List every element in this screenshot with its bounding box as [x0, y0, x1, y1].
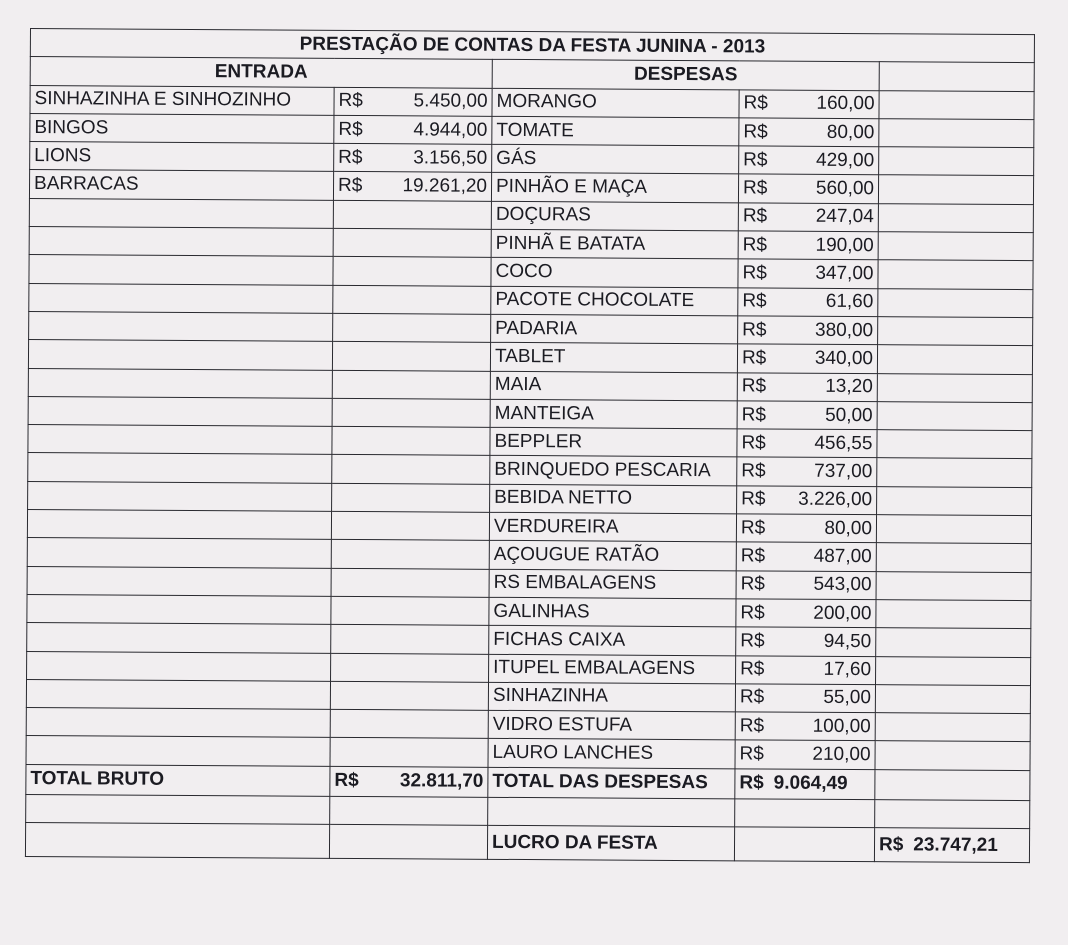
- empty-cell: [28, 481, 332, 511]
- empty-cell: [330, 796, 488, 825]
- empty-cell: [734, 827, 874, 862]
- empty-cell: [29, 283, 333, 313]
- empty-cell: [876, 515, 1031, 544]
- entrada-label: LIONS: [30, 142, 334, 172]
- despesa-label: DOÇURAS: [491, 201, 738, 231]
- empty-cell: [333, 285, 491, 314]
- amount-value: 429,00: [816, 149, 875, 171]
- empty-cell: [332, 342, 490, 371]
- empty-cell: [876, 571, 1031, 600]
- empty-cell: [876, 543, 1031, 572]
- amount-value: 80,00: [824, 517, 873, 539]
- amount-value: 200,00: [813, 602, 872, 624]
- despesas-header: DESPESAS: [492, 60, 879, 91]
- currency-symbol: R$: [742, 234, 768, 256]
- empty-cell: [27, 566, 331, 596]
- empty-cell: [28, 396, 332, 426]
- empty-cell: [331, 596, 489, 625]
- despesa-amount: [739, 146, 879, 175]
- currency-symbol: R$: [741, 347, 767, 369]
- empty-cell: [879, 90, 1034, 119]
- despesa-amount: [737, 486, 877, 515]
- despesa-label: LAURO LANCHES: [488, 739, 735, 769]
- currency-symbol: R$: [740, 630, 765, 652]
- currency-symbol: R$: [338, 90, 363, 112]
- amount-value: 380,00: [814, 319, 874, 341]
- despesa-amount: [738, 203, 878, 232]
- amount-value: 9.064,49: [773, 772, 848, 795]
- entrada-header: ENTRADA: [30, 57, 492, 88]
- empty-cell: [28, 425, 332, 455]
- currency-symbol: R$: [740, 601, 765, 624]
- accounts-table: [25, 28, 1035, 863]
- despesa-amount: [738, 259, 878, 288]
- currency-symbol: R$: [878, 833, 904, 855]
- currency-symbol: R$: [742, 205, 768, 227]
- despesa-label: BEBIDA NETTO: [490, 484, 737, 514]
- empty-cell: [877, 373, 1032, 402]
- despesa-label: COCO: [491, 258, 738, 288]
- amount-value: 543,00: [813, 574, 872, 596]
- amount-value: 19.261,20: [402, 175, 488, 197]
- empty-cell: [27, 538, 331, 568]
- amount-value: 61,60: [825, 291, 874, 313]
- despesa-label: PINHÃO E MAÇA: [491, 173, 738, 203]
- empty-cell: [879, 147, 1034, 176]
- empty-cell: [735, 799, 875, 828]
- empty-cell: [877, 458, 1032, 487]
- despesa-amount: [739, 118, 879, 147]
- despesa-label: GÁS: [492, 145, 739, 175]
- empty-cell: [877, 345, 1032, 374]
- total-despesas-label: TOTAL DAS DESPESAS: [488, 767, 735, 799]
- amount-value: 5.450,00: [413, 90, 488, 113]
- currency-symbol: R$: [742, 290, 767, 312]
- despesa-label: GALINHAS: [489, 597, 736, 627]
- despesa-amount: [737, 429, 877, 458]
- empty-cell: [27, 623, 331, 653]
- lucro-amount: [874, 828, 1029, 863]
- despesa-amount: [736, 627, 876, 656]
- currency-symbol: R$: [742, 318, 767, 341]
- amount-value: 17,60: [823, 659, 872, 681]
- despesa-amount: [738, 288, 878, 317]
- despesa-amount: [736, 570, 876, 599]
- empty-cell: [333, 313, 491, 342]
- amount-value: 210,00: [812, 743, 871, 766]
- amount-value: 13,20: [825, 376, 873, 398]
- amount-value: 100,00: [812, 715, 871, 737]
- empty-cell: [488, 797, 735, 827]
- despesa-label: TABLET: [490, 343, 737, 373]
- despesa-label: TOMATE: [492, 116, 739, 146]
- despesa-label: BRINQUEDO PESCARIA: [490, 456, 737, 486]
- despesa-amount: [737, 401, 877, 430]
- despesa-amount: [738, 174, 878, 203]
- empty-cell: [28, 368, 332, 398]
- profit-row: [25, 823, 1029, 863]
- empty-cell: [29, 311, 333, 341]
- currency-symbol: R$: [338, 118, 363, 140]
- empty-cell: [333, 228, 491, 257]
- amount-value: 32.811,70: [399, 770, 484, 793]
- despesa-amount: [737, 344, 877, 373]
- amount-value: 3.226,00: [798, 489, 873, 511]
- despesa-amount: [735, 740, 875, 769]
- amount-value: 560,00: [815, 177, 875, 200]
- amount-value: 456,55: [814, 432, 873, 454]
- empty-cell: [29, 255, 333, 285]
- empty-cell: [332, 370, 490, 399]
- currency-symbol: R$: [739, 743, 764, 765]
- empty-cell: [877, 430, 1032, 459]
- despesa-label: VERDUREIRA: [489, 512, 736, 542]
- entrada-amount: [333, 172, 491, 201]
- empty-cell: [332, 427, 490, 456]
- currency-symbol: R$: [743, 92, 768, 114]
- despesa-label: RS EMBALAGENS: [489, 569, 736, 599]
- empty-cell: [876, 628, 1031, 657]
- empty-cell: [330, 681, 488, 710]
- entrada-amount: [334, 115, 492, 144]
- despesa-amount: [737, 457, 877, 486]
- amount-value: 3.156,50: [413, 147, 488, 169]
- amount-value: 487,00: [813, 545, 872, 568]
- currency-symbol: R$: [741, 432, 766, 454]
- despesa-amount: [735, 684, 875, 713]
- despesa-amount: [739, 89, 879, 118]
- despesa-label: MORANGO: [492, 88, 739, 118]
- empty-cell: [878, 317, 1033, 346]
- empty-cell: [29, 198, 333, 228]
- empty-cell: [333, 257, 491, 286]
- despesa-label: MANTEIGA: [490, 399, 737, 429]
- empty-cell: [876, 656, 1031, 685]
- despesa-label: SINHAZINHA: [488, 682, 735, 712]
- despesa-label: VIDRO ESTUFA: [488, 710, 735, 740]
- empty-cell: [878, 203, 1033, 232]
- empty-cell: [26, 708, 330, 738]
- empty-cell: [25, 823, 329, 859]
- currency-symbol: R$: [742, 177, 768, 199]
- empty-cell: [879, 119, 1034, 148]
- amount-value: 55,00: [823, 687, 871, 709]
- empty-cell: [330, 738, 488, 767]
- total-despesas-amount: [735, 769, 875, 800]
- amount-value: 50,00: [825, 404, 873, 426]
- empty-cell: [878, 232, 1033, 261]
- entrada-amount: [334, 144, 492, 173]
- empty-cell: [875, 741, 1030, 770]
- amount-value: 160,00: [816, 93, 875, 115]
- entrada-label: BINGOS: [30, 113, 334, 143]
- despesa-label: AÇOUGUE RATÃO: [489, 541, 736, 571]
- despesa-label: BEPPLER: [490, 427, 737, 457]
- empty-cell: [331, 540, 489, 569]
- total-bruto-label: TOTAL BRUTO: [26, 764, 330, 796]
- total-bruto-amount: [330, 766, 488, 797]
- empty-cell: [877, 402, 1032, 431]
- empty-cell: [875, 685, 1030, 714]
- amount-value: 347,00: [815, 262, 874, 285]
- empty-cell: [878, 288, 1033, 317]
- empty-cell: [27, 594, 331, 624]
- amount-value: 247,04: [815, 206, 874, 228]
- currency-symbol: R$: [740, 573, 765, 595]
- despesa-label: PADARIA: [491, 314, 738, 344]
- amount-value: 94,50: [823, 630, 872, 653]
- amount-value: 23.747,21: [913, 833, 998, 856]
- entrada-label: BARRACAS: [29, 170, 333, 200]
- currency-symbol: R$: [741, 460, 766, 482]
- currency-symbol: R$: [739, 715, 765, 737]
- empty-cell: [331, 511, 489, 540]
- empty-cell: [331, 625, 489, 654]
- empty-cell: [27, 651, 331, 681]
- empty-cell: [331, 568, 489, 597]
- amount-value: 190,00: [815, 234, 874, 256]
- amount-value: 340,00: [814, 347, 874, 370]
- despesa-amount: [736, 542, 876, 571]
- entrada-label: SINHAZINHA E SINHOZINHO: [30, 85, 334, 115]
- currency-symbol: R$: [743, 120, 768, 143]
- currency-symbol: R$: [743, 149, 768, 171]
- currency-symbol: R$: [741, 488, 766, 510]
- currency-symbol: R$: [334, 770, 359, 792]
- empty-cell: [26, 679, 330, 709]
- empty-cell: [879, 62, 1034, 91]
- currency-symbol: R$: [338, 146, 363, 168]
- empty-cell: [333, 200, 491, 229]
- empty-cell: [26, 736, 330, 766]
- currency-symbol: R$: [740, 517, 766, 539]
- empty-cell: [26, 794, 330, 824]
- despesa-label: FICHAS CAIXA: [489, 626, 736, 656]
- empty-cell: [332, 398, 490, 427]
- currency-symbol: R$: [739, 686, 765, 708]
- empty-cell: [27, 510, 331, 540]
- empty-cell: [331, 653, 489, 682]
- page-title: PRESTAÇÃO DE CONTAS DA FESTA JUNINA - 2013: [30, 29, 1034, 63]
- empty-cell: [876, 600, 1031, 629]
- despesa-label: PINHÃ E BATATA: [491, 229, 738, 259]
- despesa-label: PACOTE CHOCOLATE: [491, 286, 738, 316]
- currency-symbol: R$: [337, 175, 363, 197]
- empty-cell: [28, 453, 332, 483]
- currency-symbol: R$: [739, 772, 764, 794]
- despesa-amount: [738, 316, 878, 345]
- empty-cell: [329, 824, 487, 859]
- despesa-amount: [737, 372, 877, 401]
- empty-cell: [878, 175, 1033, 204]
- despesa-amount: [735, 712, 875, 741]
- amount-value: 80,00: [826, 121, 875, 143]
- empty-cell: [875, 713, 1030, 742]
- empty-cell: [875, 799, 1030, 828]
- empty-cell: [29, 227, 333, 257]
- empty-cell: [332, 455, 490, 484]
- despesa-label: ITUPEL EMBALAGENS: [489, 654, 736, 684]
- despesa-amount: [736, 514, 876, 543]
- amount-value: 737,00: [814, 460, 873, 483]
- empty-cell: [877, 486, 1032, 515]
- empty-cell: [330, 709, 488, 738]
- empty-cell: [875, 769, 1030, 800]
- currency-symbol: R$: [740, 545, 766, 567]
- despesa-amount: [736, 599, 876, 628]
- amount-value: 4.944,00: [413, 118, 488, 141]
- currency-symbol: R$: [741, 403, 767, 426]
- despesa-amount: [736, 655, 876, 684]
- empty-cell: [332, 483, 490, 512]
- despesa-amount: [738, 231, 878, 260]
- lucro-label: LUCRO DA FESTA: [487, 825, 734, 861]
- empty-cell: [28, 340, 332, 370]
- empty-cell: [878, 260, 1033, 289]
- currency-symbol: R$: [742, 262, 767, 284]
- currency-symbol: R$: [740, 658, 765, 680]
- despesa-label: MAIA: [490, 371, 737, 401]
- currency-symbol: R$: [741, 375, 767, 397]
- entrada-amount: [334, 87, 492, 116]
